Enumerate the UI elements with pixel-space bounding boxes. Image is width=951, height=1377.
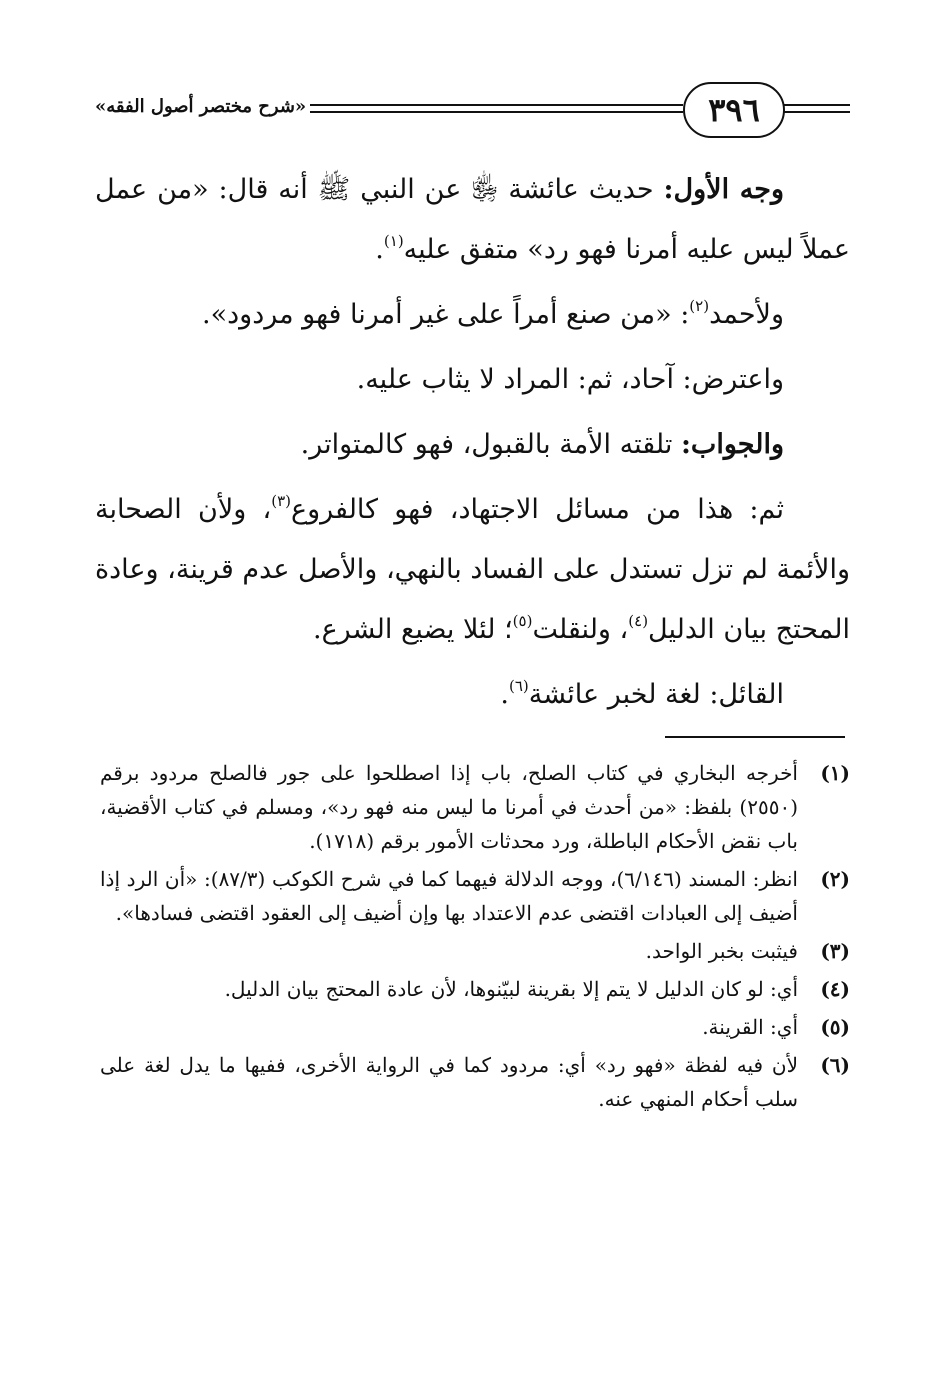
footnote-ref-2: (٢) (689, 297, 710, 315)
footnote-separator (665, 736, 845, 738)
paragraph-4 (95, 415, 850, 475)
paragraph-1-end: . (375, 234, 384, 265)
paragraph-1-label: وجه الأول: (663, 174, 785, 205)
footnote-text: أخرجه البخاري في كتاب الصلح، باب إذا اصطلحوا على جور فالصلح مردود برقم (٢٥٥٠) بلفظ: «من أحدث في أمرنا ما ليس منه فهو رد»، ومسلم في كتاب الأقضية، باب نقض الأحكام الباطلة، ورد محدثات الأمور برقم (١٧١٨). (100, 761, 798, 853)
paragraph-4-text: تلقته الأمة بالقبول، فهو كالمتواتر. (300, 429, 673, 460)
paragraph-6-text: القائل: لغة لخبر عائشة (528, 679, 784, 710)
paragraph-2-text: ولأحمد (709, 299, 784, 330)
footnote-6 (100, 1048, 850, 1116)
paragraph-1-text: حديث عائشة ﵂ عن النبي ﷺ أنه قال: «من عمل عملاً ليس عليه أمرنا فهو رد» متفق عليه (95, 174, 850, 265)
footnote-ref-6: (٦) (508, 677, 529, 695)
footnotes (100, 756, 850, 1120)
paragraph-5-part-b: ، ولأن الصحابة والأئمة لم تزل تستدل على الفساد بالنهي، والأصل عدم قرينة، وعادة المحتج بيان الدليل (95, 494, 850, 645)
footnote-3 (100, 934, 850, 968)
footnote-text: أي: القرينة. (702, 1015, 798, 1039)
paragraph-5-part-c: ، ولنقلت (532, 614, 629, 645)
header-rule-left-2 (310, 111, 683, 113)
footnote-1 (100, 756, 850, 858)
footnote-text: لأن فيه لفظة «فهو رد» أي: مردود كما في الرواية الأخرى، ففيها ما يدل لغة على سلب أحكام المنهي عنه. (100, 1053, 798, 1111)
paragraph-4-label: والجواب: (680, 429, 784, 460)
footnote-text: أي: لو كان الدليل لا يتم إلا بقرينة لبيّنوها، لأن عادة المحتج بيان الدليل. (224, 977, 798, 1001)
paragraph-3 (95, 350, 850, 410)
paragraph-3-text: واعترض: آحاد، ثم: المراد لا يثاب عليه. (356, 364, 784, 395)
footnote-number: (٤) (820, 977, 850, 1001)
paragraph-5-part-a: ثم: هذا من مسائل الاجتهاد، فهو كالفروع (290, 494, 784, 525)
footnote-text: انظر: المسند (٦/١٤٦)، ووجه الدلالة فيهما كما في شرح الكوكب (٨٧/٣): «أن الرد إذا أضيف إلى العبادات اقتضى عدم الاعتداد بها وإن أضيف إلى العقود اقتضى فسادها». (100, 867, 798, 925)
paragraph-6-end: . (500, 679, 509, 710)
paragraph-1 (95, 160, 850, 280)
footnote-ref-4: (٤) (628, 612, 649, 630)
footnote-number: (١) (820, 761, 850, 785)
paragraph-2 (95, 285, 850, 345)
header-rule-right (781, 104, 850, 106)
paragraph-5-part-d: ؛ لئلا يضيع الشرع. (312, 614, 513, 645)
page-number: ٣٩٦ (708, 91, 760, 129)
paragraph-2-rest: : «من صنع أمراً على غير أمرنا فهو مردود». (202, 299, 690, 330)
footnote-4 (100, 972, 850, 1006)
footnote-number: (٢) (820, 867, 850, 891)
running-title: «شرح مختصر أصول الفقه» (95, 96, 307, 117)
page-header (95, 80, 850, 140)
footnote-number: (٥) (820, 1015, 850, 1039)
paragraph-5 (95, 480, 850, 660)
footnote-2 (100, 862, 850, 930)
page-number-badge (683, 82, 785, 138)
footnote-ref-1: (١) (383, 232, 404, 250)
header-rule-right-2 (781, 111, 850, 113)
main-text (95, 160, 850, 730)
footnote-number: (٣) (820, 939, 850, 963)
footnote-ref-5: (٥) (512, 612, 533, 630)
footnote-text: فيثبت بخبر الواحد. (645, 939, 798, 963)
paragraph-6 (95, 665, 850, 725)
footnote-ref-3: (٣) (271, 492, 291, 510)
footnote-number: (٦) (820, 1053, 850, 1077)
footnote-5 (100, 1010, 850, 1044)
header-rule-left (310, 104, 683, 106)
